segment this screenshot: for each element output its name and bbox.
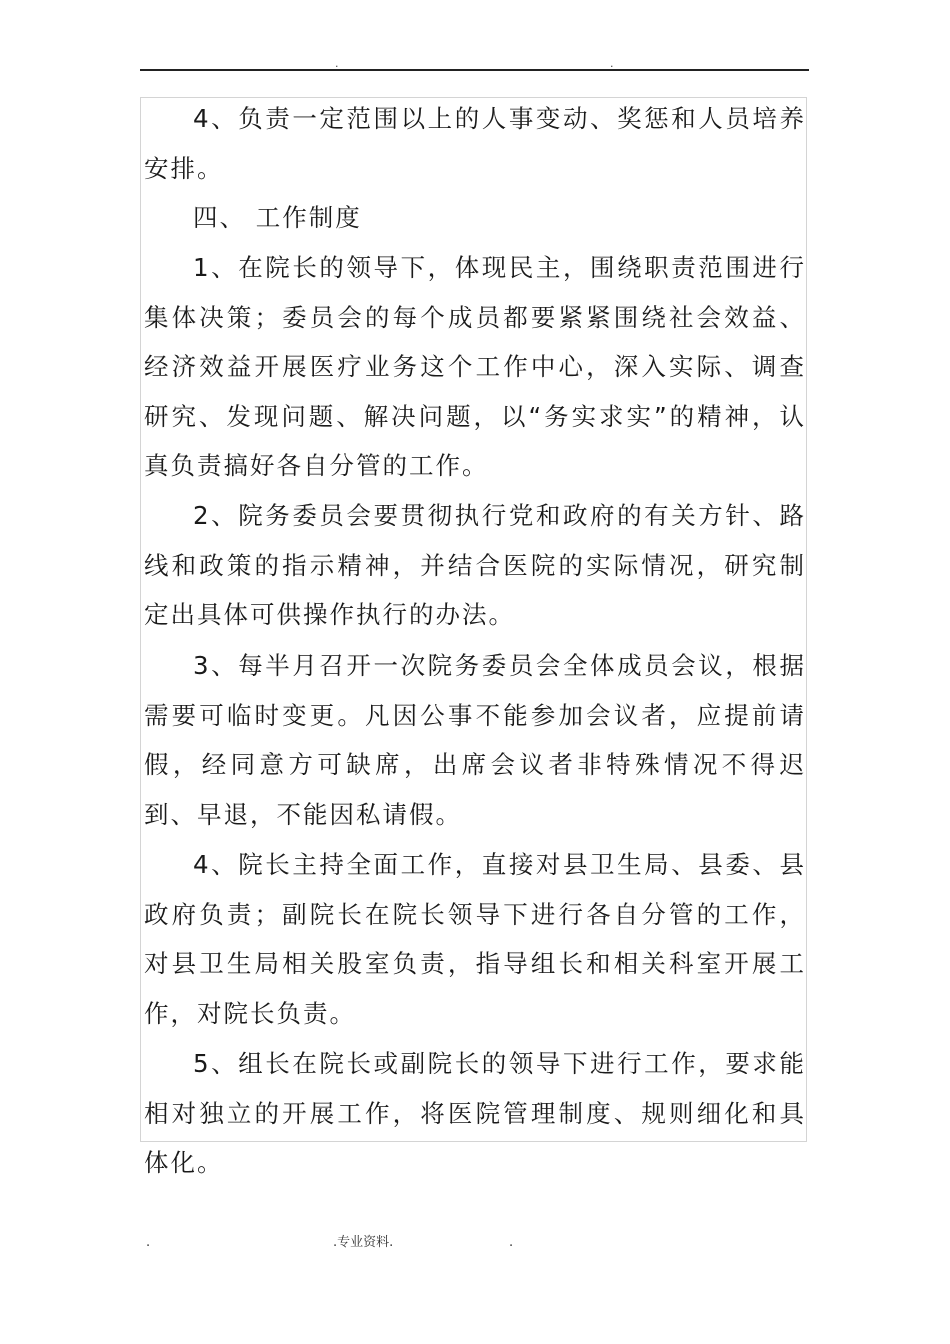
header-dot-left: . — [335, 57, 339, 70]
paragraph-rule-4: 4、院长主持全面工作，直接对县卫生局、县委、县政府负责；副院长在院长领导下进行各自分管的工作，对县卫生局相关股室负责，指导组长和相关科室开展工作，对院长负责。 — [144, 850, 806, 1028]
section-heading-work-system: 四、 工作制度 — [193, 203, 362, 232]
paragraph-rule-3: 3、每半月召开一次院务委员会全体成员会议，根据需要可临时变更。凡因公事不能参加会议者，应提前请假，经同意方可缺席，出席会议者非特殊情况不得迟到、早退，不能因私请假。 — [144, 651, 806, 829]
paragraph-rule-2: 2、院务委员会要贯彻执行党和政府的有关方针、路线和政策的指示精神，并结合医院的实际情况，研究制定出具体可供操作执行的办法。 — [144, 501, 806, 629]
paragraph-rule-1: 1、在院长的领导下，体现民主，围绕职责范围进行集体决策；委员会的每个成员都要紧紧围绕社会效益、经济效益开展医疗业务这个工作中心，深入实际、调查研究、发现问题、解决问题，以“务实求实”的精神，认真负责搞好各自分管的工作。 — [144, 253, 806, 480]
footer-dot-right: . — [509, 1235, 514, 1250]
footer-dot-left: . — [146, 1235, 151, 1250]
paragraph-rule-5: 5、组长在院长或副院长的领导下进行工作，要求能相对独立的开展工作，将医院管理制度、规则细化和具体化。 — [144, 1049, 806, 1177]
header-dot-right: . — [610, 57, 614, 70]
footer-label: .专业资料. — [333, 1235, 394, 1250]
paragraph-item-4-personnel: 4、负责一定范围以上的人事变动、奖惩和人员培养安排。 — [144, 104, 806, 183]
header-rule — [140, 69, 809, 71]
